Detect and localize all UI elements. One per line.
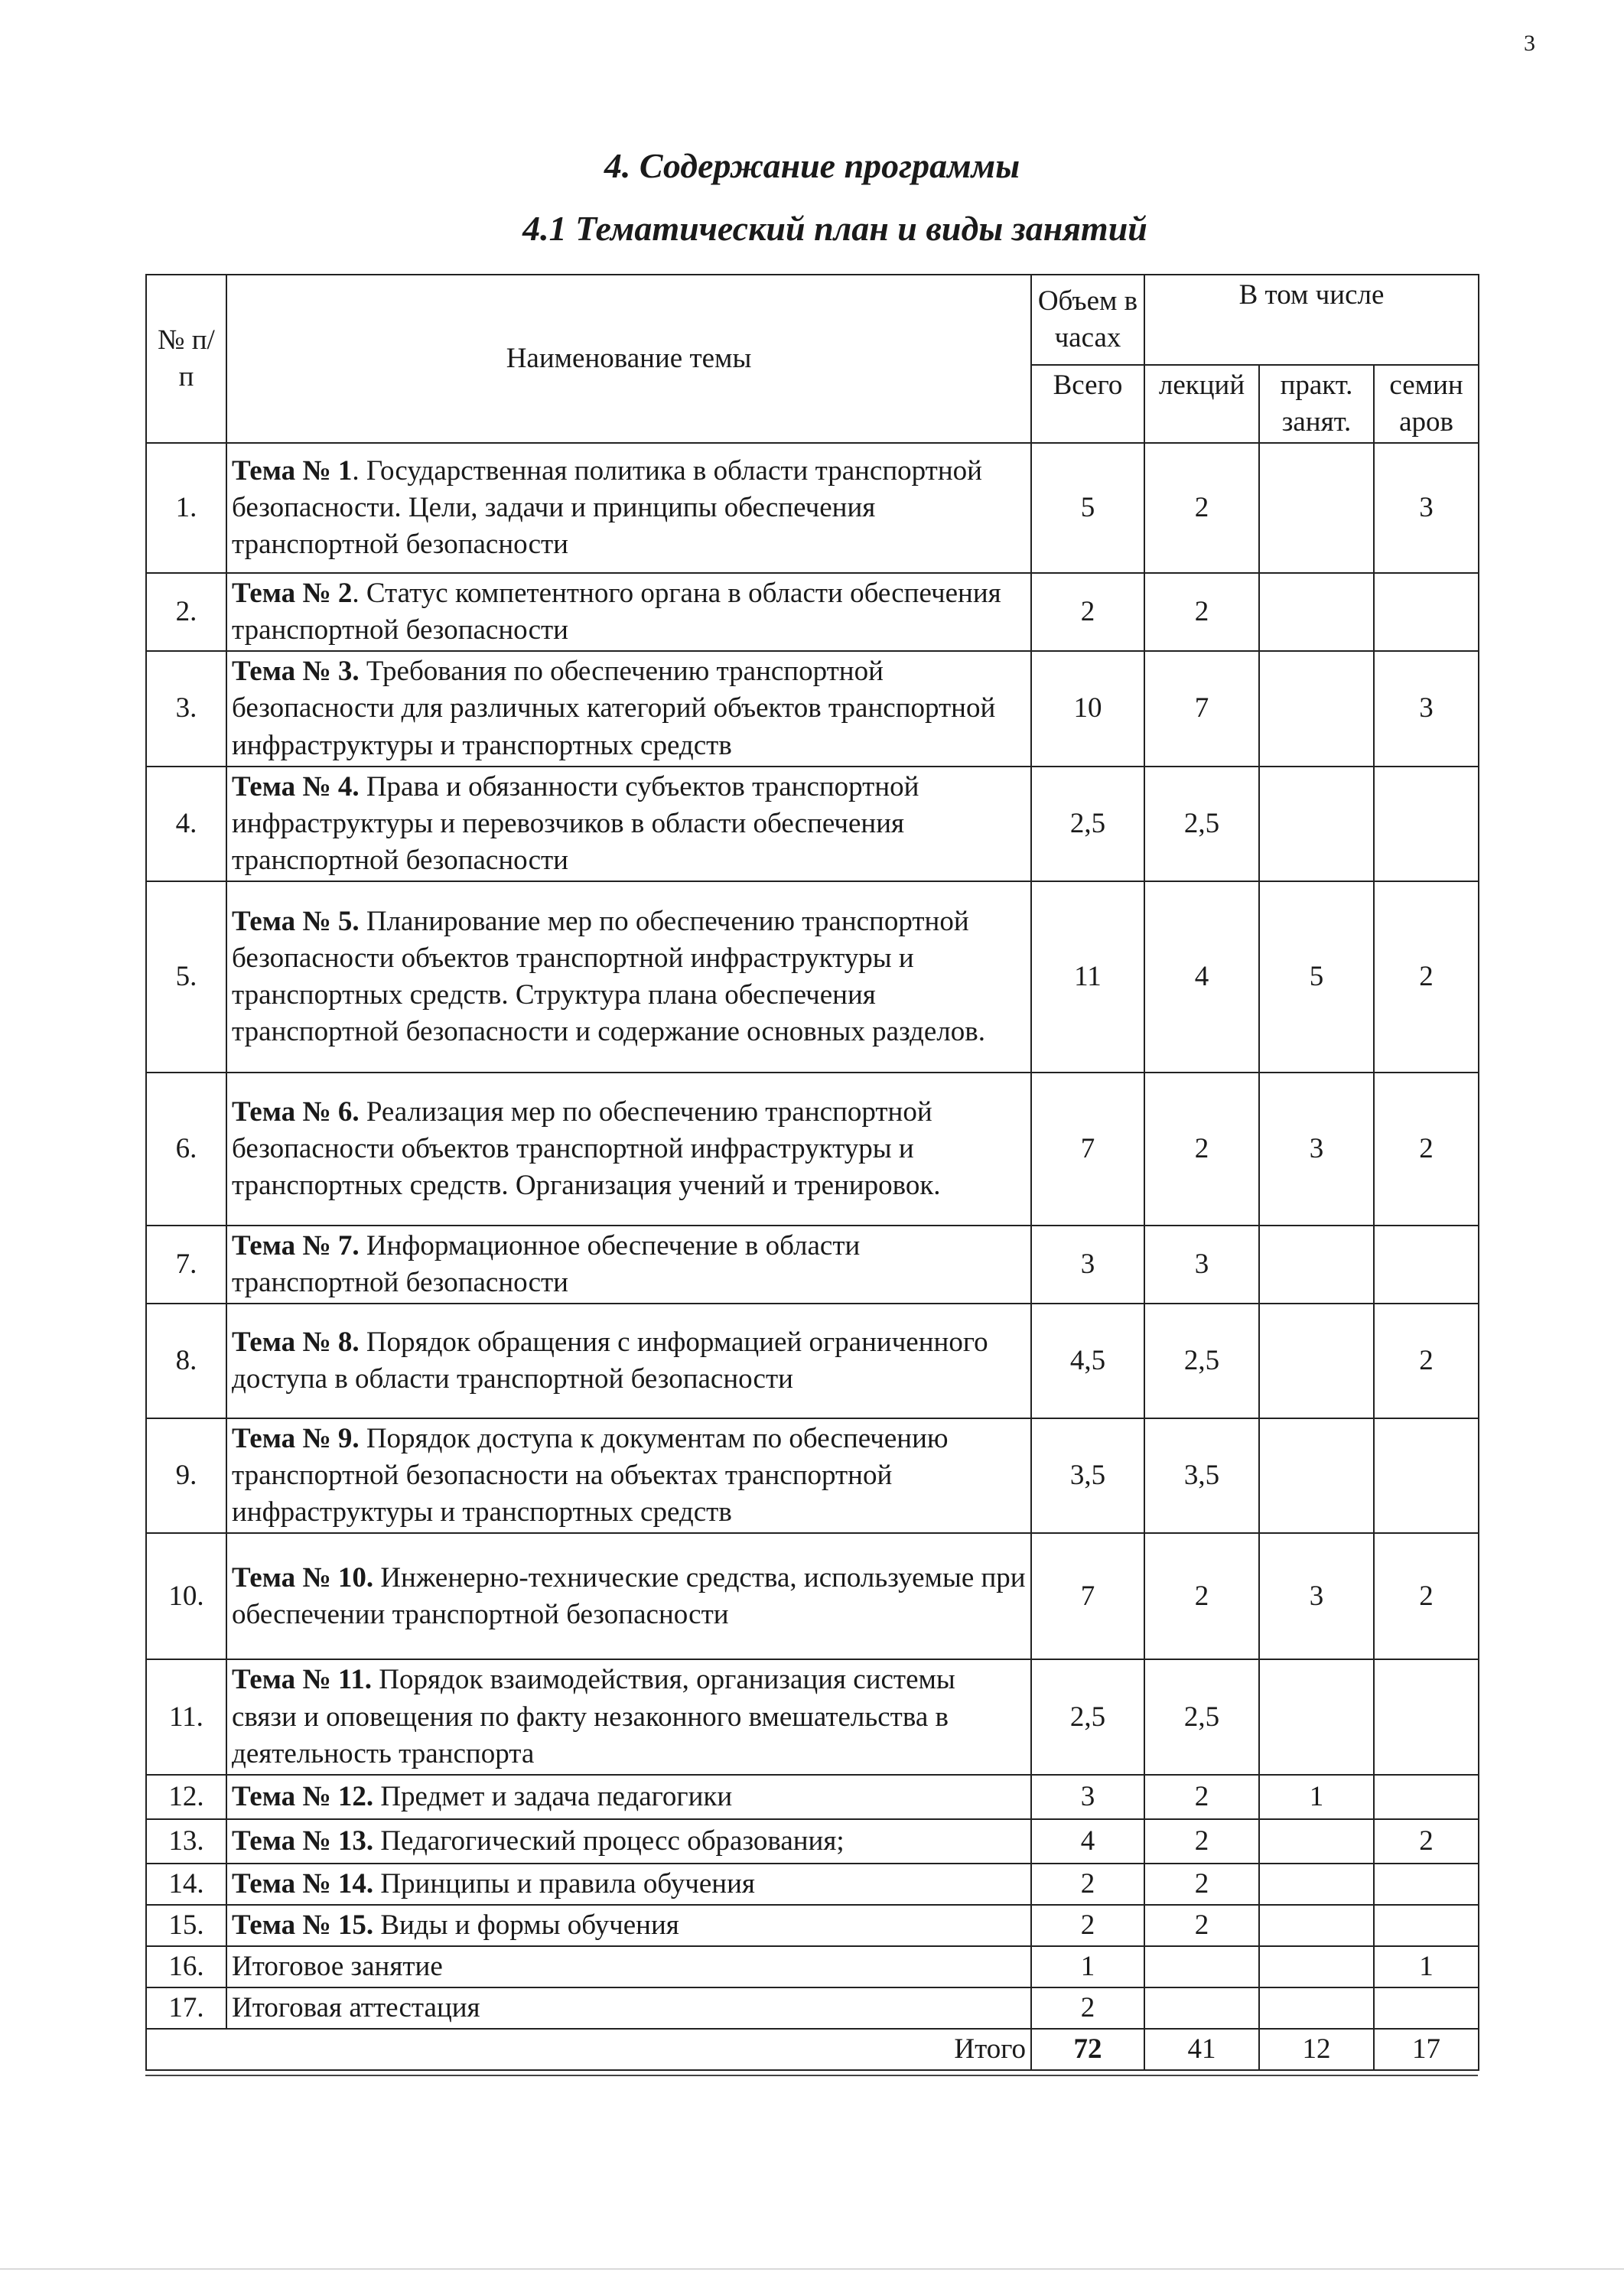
- topic-label: Тема № 6.: [232, 1095, 360, 1128]
- row-number: 9.: [146, 1418, 226, 1533]
- hours-total: 4,5: [1031, 1304, 1144, 1418]
- topic-text: Права и обязанности субъектов транспортной инфраструктуры и перевозчиков в области обеспечения транспортной безопасности: [232, 770, 919, 876]
- hours-practice: [1259, 573, 1374, 651]
- hours-practice: [1259, 1905, 1374, 1946]
- table-row: [146, 651, 1479, 766]
- hours-total: 3,5: [1031, 1418, 1144, 1533]
- totals-total: 72: [1031, 2029, 1144, 2070]
- topic-name: [226, 1987, 1031, 2029]
- topic-label: Тема № 11.: [232, 1664, 373, 1696]
- topic-text: Принципы и правила обучения: [373, 1867, 755, 1899]
- row-number: 15.: [146, 1905, 226, 1946]
- header-name: Наименование темы: [226, 275, 1031, 443]
- hours-seminars: 2: [1374, 881, 1479, 1073]
- section-subtitle: 4.1 Тематический план и виды занятий: [522, 209, 1147, 248]
- table-row: [146, 1905, 1479, 1946]
- hours-seminars: 2: [1374, 1533, 1479, 1659]
- hours-practice: [1259, 1987, 1374, 2029]
- topic-text: Инженерно-технические средства, используемые при обеспечении транспортной безопасности: [232, 1561, 1026, 1630]
- hours-practice: [1259, 651, 1374, 766]
- row-number: 3.: [146, 651, 226, 766]
- topic-text: . Статус компетентного органа в области обеспечения транспортной безопасности: [232, 578, 1001, 646]
- header-lectures: лекций: [1144, 365, 1259, 443]
- hours-seminars: [1374, 1987, 1479, 2029]
- topic-label: Тема № 13.: [232, 1825, 374, 1857]
- page-number: 3: [1524, 31, 1535, 56]
- topic-text: Порядок доступа к документам по обеспечению транспортной безопасности на объектах транспортной инфраструктуры и транспортных средств: [232, 1423, 949, 1528]
- row-number: 13.: [146, 1819, 226, 1864]
- topic-name: [226, 1659, 1031, 1774]
- hours-seminars: [1374, 1905, 1479, 1946]
- hours-lectures: 2: [1144, 1073, 1259, 1226]
- hours-total: 10: [1031, 651, 1144, 766]
- topic-label: Тема № 1: [232, 455, 353, 487]
- section-title: 4. Содержание программы: [604, 146, 1020, 185]
- row-number: 6.: [146, 1073, 226, 1226]
- thematic-plan-table: [145, 274, 1479, 2071]
- table-row: [146, 443, 1479, 573]
- hours-seminars: 3: [1374, 651, 1479, 766]
- hours-lectures: [1144, 1987, 1259, 2029]
- header-seminars: семин аров: [1374, 365, 1479, 443]
- topic-name: [226, 1533, 1031, 1659]
- table-row: [146, 1987, 1479, 2029]
- row-number: 10.: [146, 1533, 226, 1659]
- table-row: [146, 1226, 1479, 1304]
- hours-lectures: [1144, 1946, 1259, 1987]
- hours-practice: [1259, 1864, 1374, 1905]
- topic-text: Предмет и задача педагогики: [373, 1780, 733, 1812]
- topic-text: Итоговая аттестация: [232, 1991, 480, 2023]
- hours-seminars: [1374, 767, 1479, 881]
- totals-lectures: 41: [1144, 2029, 1259, 2070]
- hours-practice: [1259, 1418, 1374, 1533]
- topic-name: [226, 881, 1031, 1073]
- hours-practice: [1259, 1946, 1374, 1987]
- row-number: 5.: [146, 881, 226, 1073]
- topic-text: Педагогический процесс образования;: [373, 1825, 845, 1857]
- hours-lectures: 4: [1144, 881, 1259, 1073]
- hours-lectures: 2: [1144, 443, 1259, 573]
- topic-name: [226, 1304, 1031, 1418]
- hours-seminars: 2: [1374, 1073, 1479, 1226]
- hours-practice: [1259, 1819, 1374, 1864]
- hours-practice: [1259, 1304, 1374, 1418]
- hours-total: 2: [1031, 573, 1144, 651]
- header-volume: Объем в часах: [1031, 275, 1144, 365]
- topic-label: Тема № 3.: [232, 656, 360, 688]
- topic-label: Тема № 9.: [232, 1423, 360, 1455]
- hours-seminars: [1374, 1418, 1479, 1533]
- topic-text: Виды и формы обучения: [373, 1909, 679, 1941]
- hours-practice: 3: [1259, 1533, 1374, 1659]
- hours-lectures: 2: [1144, 1905, 1259, 1946]
- row-number: 7.: [146, 1226, 226, 1304]
- row-number: 2.: [146, 573, 226, 651]
- header-total: Всего: [1031, 365, 1144, 443]
- row-number: 4.: [146, 767, 226, 881]
- topic-label: Тема № 8.: [232, 1327, 360, 1359]
- table-row: [146, 1659, 1479, 1774]
- topic-text: Информационное обеспечение в области транспортной безопасности: [232, 1229, 861, 1299]
- hours-seminars: [1374, 573, 1479, 651]
- hours-lectures: 2: [1144, 1819, 1259, 1864]
- topic-name: [226, 1905, 1031, 1946]
- table-row: [146, 1304, 1479, 1418]
- table-row: [146, 767, 1479, 881]
- hours-lectures: 2,5: [1144, 767, 1259, 881]
- hours-lectures: 3: [1144, 1226, 1259, 1304]
- hours-seminars: [1374, 1864, 1479, 1905]
- topic-text: Планирование мер по обеспечению транспортной безопасности объектов транспортной инфраструктуры и транспортных средств. Структура плана обеспечения транспортной безопасности и содержание основных разделов.: [232, 905, 985, 1048]
- scan-edge: [0, 2268, 1624, 2270]
- hours-total: 2: [1031, 1987, 1144, 2029]
- hours-lectures: 2: [1144, 1864, 1259, 1905]
- topic-text: . Государственная политика в области транспортной безопасности. Цели, задачи и принципы обеспечения транспортной безопасности: [232, 455, 982, 561]
- hours-seminars: 2: [1374, 1819, 1479, 1864]
- table-row: [146, 1775, 1479, 1819]
- hours-seminars: [1374, 1226, 1479, 1304]
- topic-text: Порядок обращения с информацией ограниченного доступа в области транспортной безопасности: [232, 1327, 988, 1395]
- hours-lectures: 2: [1144, 573, 1259, 651]
- hours-practice: 3: [1259, 1073, 1374, 1226]
- topic-name: [226, 1418, 1031, 1533]
- topic-label: Тема № 5.: [232, 905, 360, 937]
- row-number: 1.: [146, 443, 226, 573]
- hours-lectures: 2,5: [1144, 1304, 1259, 1418]
- hours-total: 3: [1031, 1226, 1144, 1304]
- table-row: [146, 1864, 1479, 1905]
- hours-practice: [1259, 1226, 1374, 1304]
- topic-label: Тема № 10.: [232, 1561, 374, 1593]
- hours-total: 2: [1031, 1905, 1144, 1946]
- hours-total: 3: [1031, 1775, 1144, 1819]
- topic-name: [226, 1073, 1031, 1226]
- topic-name: [226, 1775, 1031, 1819]
- hours-seminars: 1: [1374, 1946, 1479, 1987]
- topic-label: Тема № 7.: [232, 1229, 360, 1261]
- hours-lectures: 3,5: [1144, 1418, 1259, 1533]
- topic-name: [226, 1819, 1031, 1864]
- topic-name: [226, 1226, 1031, 1304]
- row-number: 8.: [146, 1304, 226, 1418]
- hours-lectures: 2,5: [1144, 1659, 1259, 1774]
- topic-name: [226, 1946, 1031, 1987]
- row-number: 17.: [146, 1987, 226, 2029]
- hours-practice: 5: [1259, 881, 1374, 1073]
- row-number: 11.: [146, 1659, 226, 1774]
- totals-seminars: 17: [1374, 2029, 1479, 2070]
- hours-total: 2,5: [1031, 767, 1144, 881]
- hours-total: 5: [1031, 443, 1144, 573]
- hours-total: 11: [1031, 881, 1144, 1073]
- hours-seminars: [1374, 1659, 1479, 1774]
- topic-text: Порядок взаимодействия, организация системы связи и оповещения по факту незаконного вмешательства в деятельность транспорта: [232, 1664, 955, 1769]
- table-row: [146, 1946, 1479, 1987]
- topic-label: Тема № 12.: [232, 1780, 374, 1812]
- topic-label: Тема № 14.: [232, 1867, 374, 1899]
- topic-name: [226, 573, 1031, 651]
- totals-practice: 12: [1259, 2029, 1374, 2070]
- row-number: 12.: [146, 1775, 226, 1819]
- hours-total: 7: [1031, 1533, 1144, 1659]
- table-row: [146, 881, 1479, 1073]
- topic-name: [226, 651, 1031, 766]
- table-row: [146, 1073, 1479, 1226]
- header-practice: практ. занят.: [1259, 365, 1374, 443]
- hours-total: 2: [1031, 1864, 1144, 1905]
- table-row: [146, 1533, 1479, 1659]
- hours-seminars: 2: [1374, 1304, 1479, 1418]
- row-number: 16.: [146, 1946, 226, 1987]
- topic-label: Тема № 4.: [232, 770, 360, 802]
- table-row: [146, 1819, 1479, 1864]
- hours-practice: [1259, 443, 1374, 573]
- topic-text: Итоговое занятие: [232, 1950, 443, 1982]
- topic-name: [226, 443, 1031, 573]
- topic-label: Тема № 15.: [232, 1909, 374, 1941]
- topic-text: Требования по обеспечению транспортной безопасности для различных категорий объектов транспортной инфраструктуры и транспортных средств: [232, 656, 996, 761]
- hours-practice: [1259, 1659, 1374, 1774]
- hours-lectures: 2: [1144, 1533, 1259, 1659]
- topic-label: Тема № 2: [232, 578, 353, 610]
- hours-total: 4: [1031, 1819, 1144, 1864]
- table-row: [146, 573, 1479, 651]
- bottom-rule: [145, 2075, 1478, 2076]
- hours-lectures: 7: [1144, 651, 1259, 766]
- topic-name: [226, 1864, 1031, 1905]
- hours-lectures: 2: [1144, 1775, 1259, 1819]
- totals-label: Итого: [146, 2029, 1031, 2070]
- header-num: № п/п: [146, 275, 226, 443]
- row-number: 14.: [146, 1864, 226, 1905]
- hours-total: 1: [1031, 1946, 1144, 1987]
- hours-practice: 1: [1259, 1775, 1374, 1819]
- hours-seminars: [1374, 1775, 1479, 1819]
- header-including: В том числе: [1144, 275, 1479, 365]
- topic-name: [226, 767, 1031, 881]
- hours-total: 2,5: [1031, 1659, 1144, 1774]
- topic-text: Реализация мер по обеспечению транспортной безопасности объектов транспортной инфраструктуры и транспортных средств. Организация учений и тренировок.: [232, 1095, 941, 1201]
- hours-practice: [1259, 767, 1374, 881]
- hours-seminars: 3: [1374, 443, 1479, 573]
- table-row: [146, 1418, 1479, 1533]
- hours-total: 7: [1031, 1073, 1144, 1226]
